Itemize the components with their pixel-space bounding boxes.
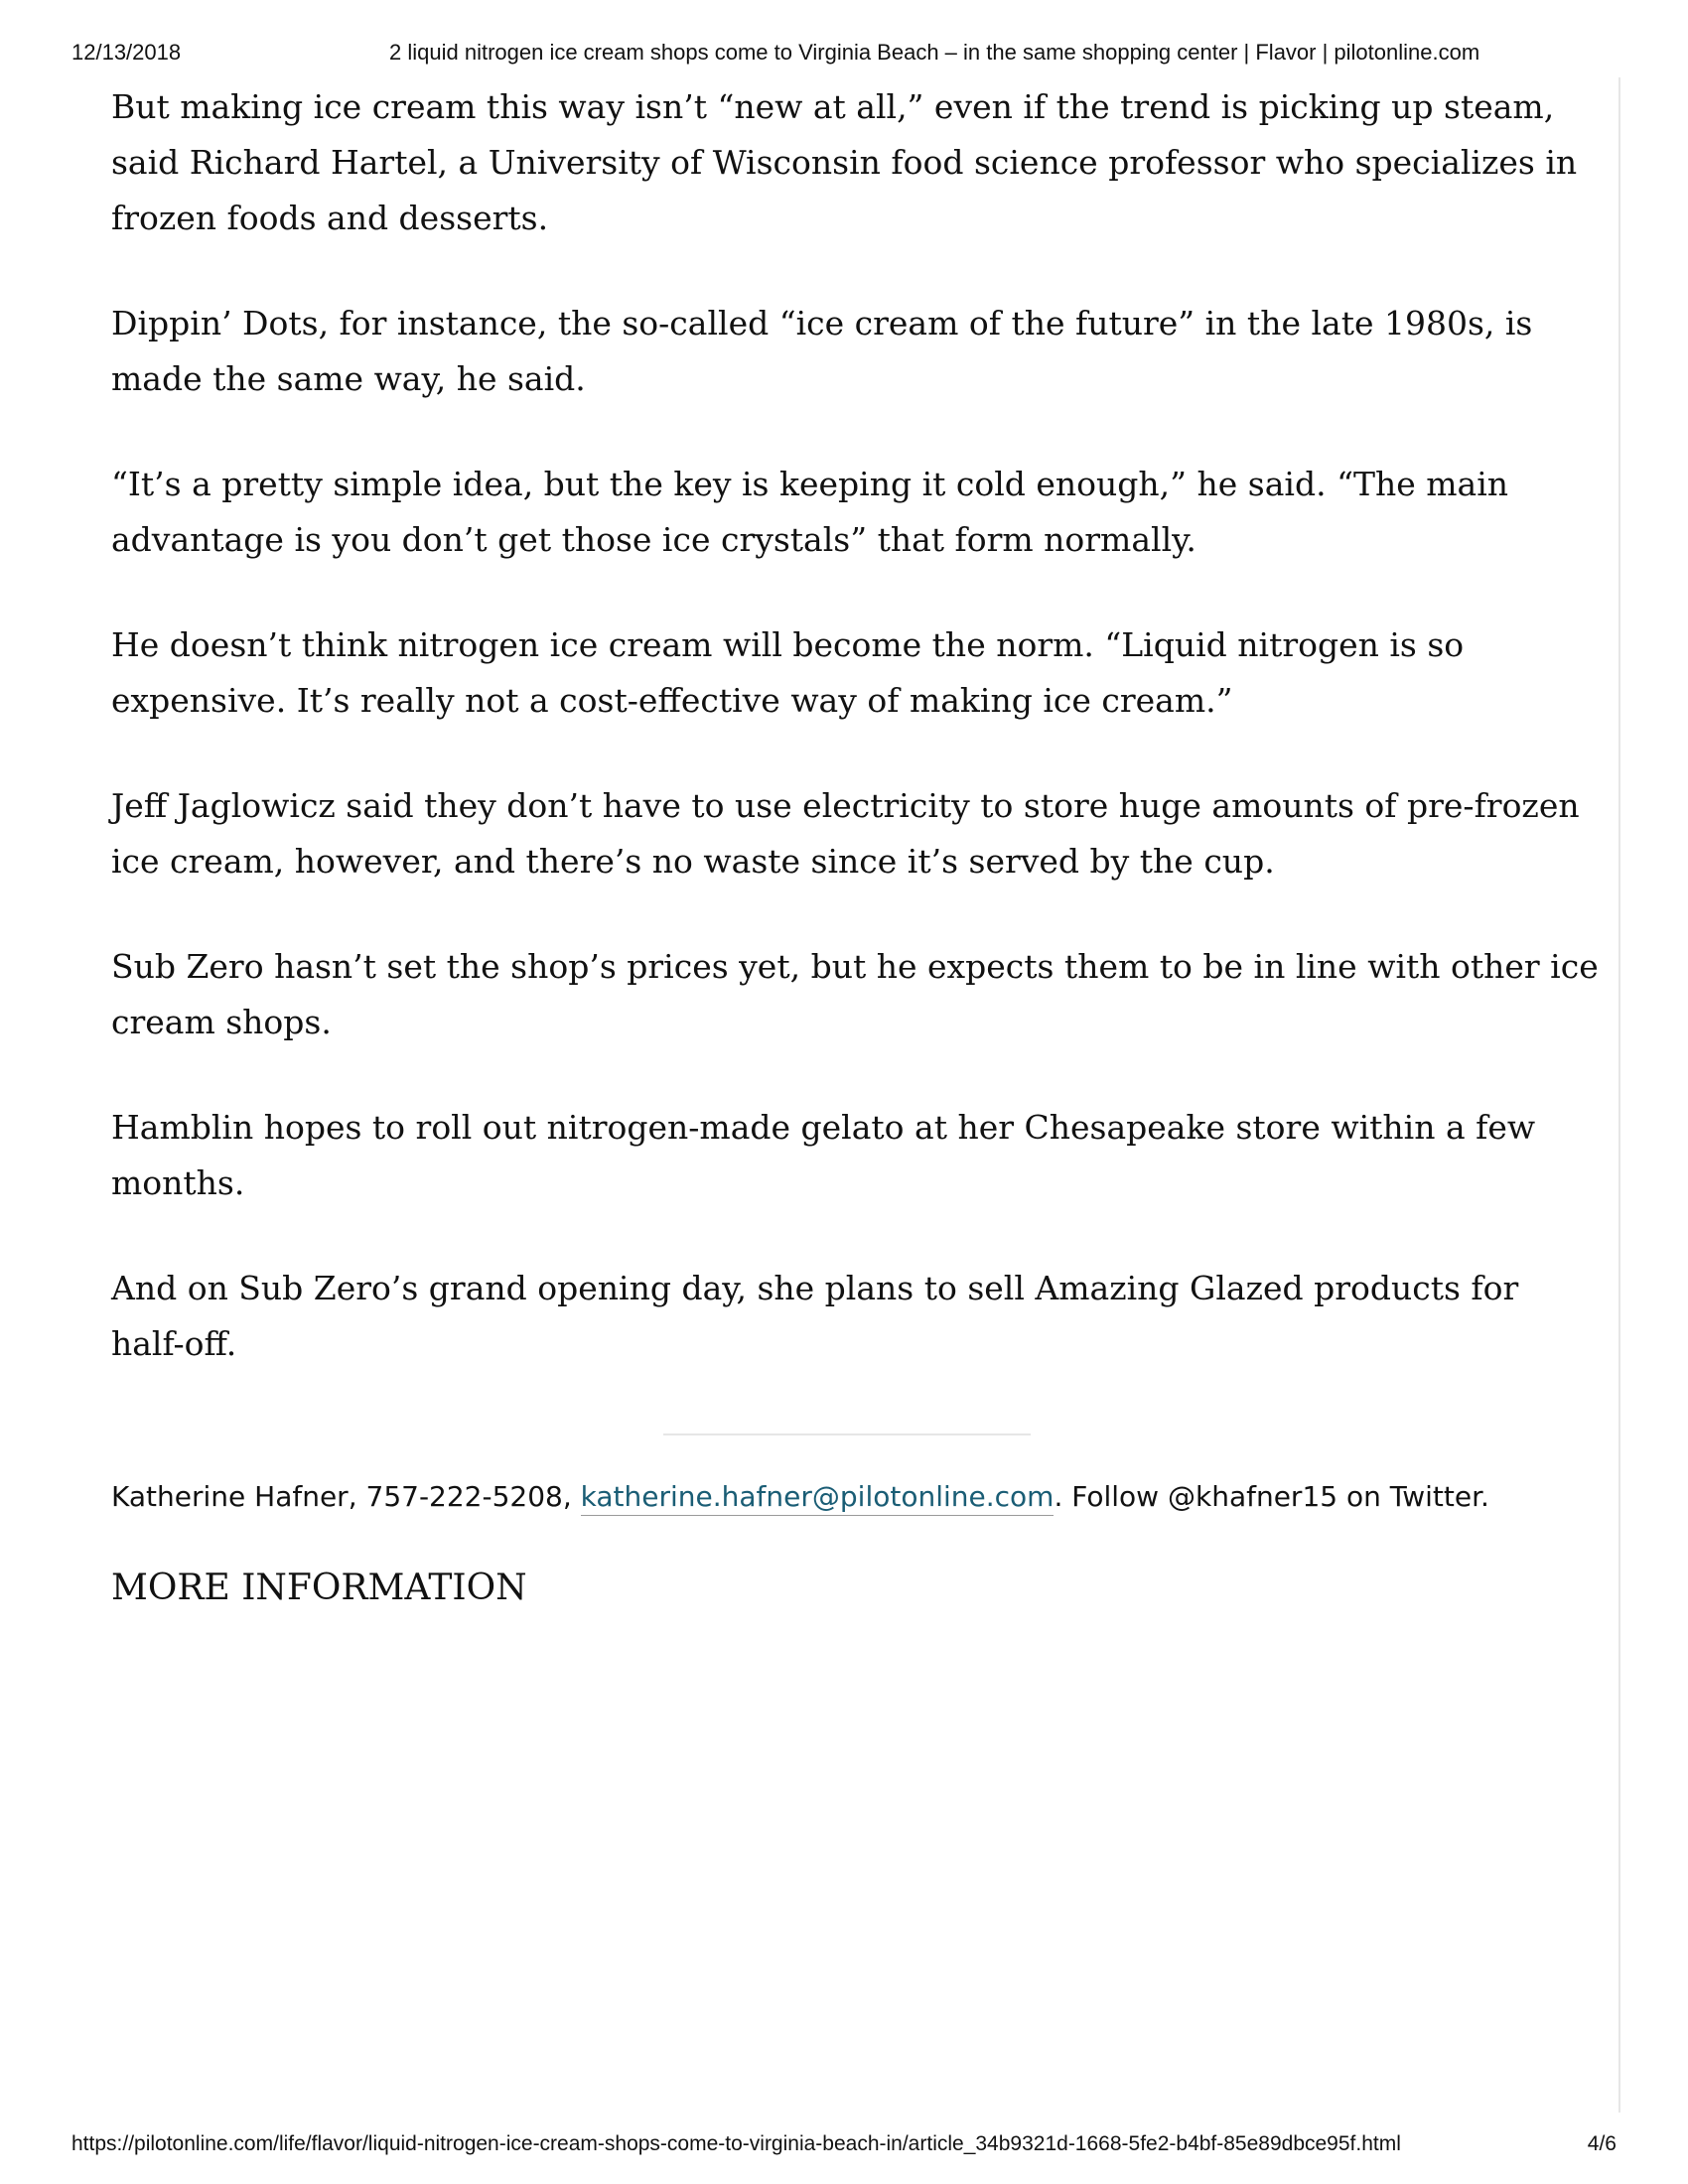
article-paragraph: “It’s a pretty simple idea, but the key is keeping it cold enough,” he said. “The main advantage is you don’t get those ice crystals” that form normally. <box>111 465 1508 559</box>
print-date: 12/13/2018 <box>71 40 182 65</box>
article-paragraph: Jeff Jaglowicz said they don’t have to use electricity to store huge amounts of pre-frozen ice cream, however, and there’s no waste since it’s served by the cup. <box>111 786 1580 881</box>
author-byline <box>111 1477 1601 1517</box>
article-paragraph: But making ice cream this way isn’t “new at all,” even if the trend is picking up steam, said Richard Hartel, a University of Wisconsin food science professor who specializes in frozen foods and desserts. <box>111 87 1578 237</box>
section-divider <box>663 1433 1031 1435</box>
byline-suffix: . Follow @khafner15 on Twitter. <box>1054 1480 1489 1513</box>
page-number: 4/6 <box>1587 2132 1617 2155</box>
article-paragraph: And on Sub Zero’s grand opening day, she plans to sell Amazing Glazed products for half-off. <box>111 1269 1519 1363</box>
print-footer <box>71 2132 1617 2164</box>
byline-prefix: Katherine Hafner, 757-222-5208, <box>111 1480 581 1513</box>
author-email-link[interactable]: katherine.hafner@pilotonline.com <box>581 1480 1055 1516</box>
article-body <box>111 79 1601 1612</box>
article-paragraph: Dippin’ Dots, for instance, the so-called “ice cream of the future” in the late 1980s, is made the same way, he said. <box>111 304 1533 398</box>
more-information-heading: MORE INFORMATION <box>111 1568 527 1608</box>
article-paragraph: Hamblin hopes to roll out nitrogen-made gelato at her Chesapeake store within a few months. <box>111 1108 1536 1202</box>
print-page-url: https://pilotonline.com/life/flavor/liquid-nitrogen-ice-cream-shops-come-to-virginia-beach-in/article_34b9321d-1668-5fe2-b4bf-85e89dbce95f.html <box>71 2132 1401 2155</box>
article-paragraph: He doesn’t think nitrogen ice cream will become the norm. “Liquid nitrogen is so expensive. It’s really not a cost-effective way of making ice cream.” <box>111 625 1465 720</box>
print-page-title: 2 liquid nitrogen ice cream shops come to Virginia Beach – in the same shopping center | Flavor | pilotonline.com <box>389 40 1480 65</box>
print-header <box>71 40 1617 71</box>
article-paragraph: Sub Zero hasn’t set the shop’s prices yet, but he expects them to be in line with other ice cream shops. <box>111 947 1599 1041</box>
right-page-rule <box>1618 77 1620 2113</box>
